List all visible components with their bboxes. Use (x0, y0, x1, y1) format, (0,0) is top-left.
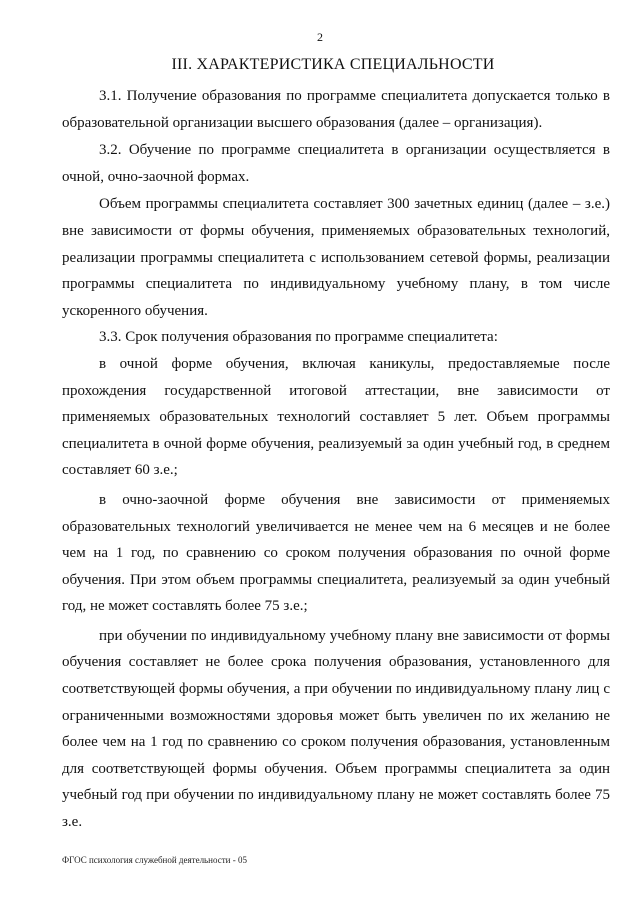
paragraph-individual-plan: при обучении по индивидуальному учебному плану вне зависимости от формы обучения составляет не более срока получения образования, установленного для соответствующей формы обучения, а при обучении по индивидуальному плану лиц с ограниченными возможностями здоровья может быть увеличен по их желанию не более чем на 1 год по сравнению со сроком получения образования, установленным для соответствующей формы обучения. Объем программы специалитета за один учебный год при обучении по индивидуальному плану не может составлять более 75 з.е. (62, 627, 610, 831)
page-footer: ФГОС психология служебной деятельности - 05 (62, 855, 247, 865)
paragraph-volume: Объем программы специалитета составляет 300 зачетных единиц (далее – з.е.) вне зависимости от формы обучения, применяемых образовательных технологий, реализации программы специалитета с использованием сетевой формы, реализации программы специалитета по индивидуальному учебному плану, в том числе ускоренного обучения. (62, 196, 610, 319)
paragraph-part-time: в очно-заочной форме обучения вне зависимости от применяемых образовательных технологий увеличивается не менее чем на 6 месяцев и не более чем на 1 год, по сравнению со сроком получения образования по очной форме обучения. При этом объем программы специалитета, реализуемый за один учебный год, не может составлять более 75 з.е.; (62, 491, 610, 615)
paragraph-3-3: 3.3. Срок получения образования по программе специалитета: (99, 329, 498, 346)
paragraph-3-1: 3.1. Получение образования по программе специалитета допускается только в образовательной организации высшего образования (далее – организация). (62, 88, 610, 131)
page-number: 2 (317, 30, 323, 44)
paragraph-3-2: 3.2. Обучение по программе специалитета в организации осуществляется в очной, очно-заочной формах. (62, 142, 610, 185)
document-body (62, 83, 610, 836)
paragraph-full-time: в очной форме обучения, включая каникулы, предоставляемые после прохождения государственной итоговой аттестации, вне зависимости от применяемых образовательных технологий составляет 5 лет. Объем программы специалитета в очной форме обучения, реализуемый за один учебный год, в среднем составляет 60 з.е.; (62, 355, 610, 479)
section-title: III. ХАРАКТЕРИСТИКА СПЕЦИАЛЬНОСТИ (171, 56, 495, 73)
